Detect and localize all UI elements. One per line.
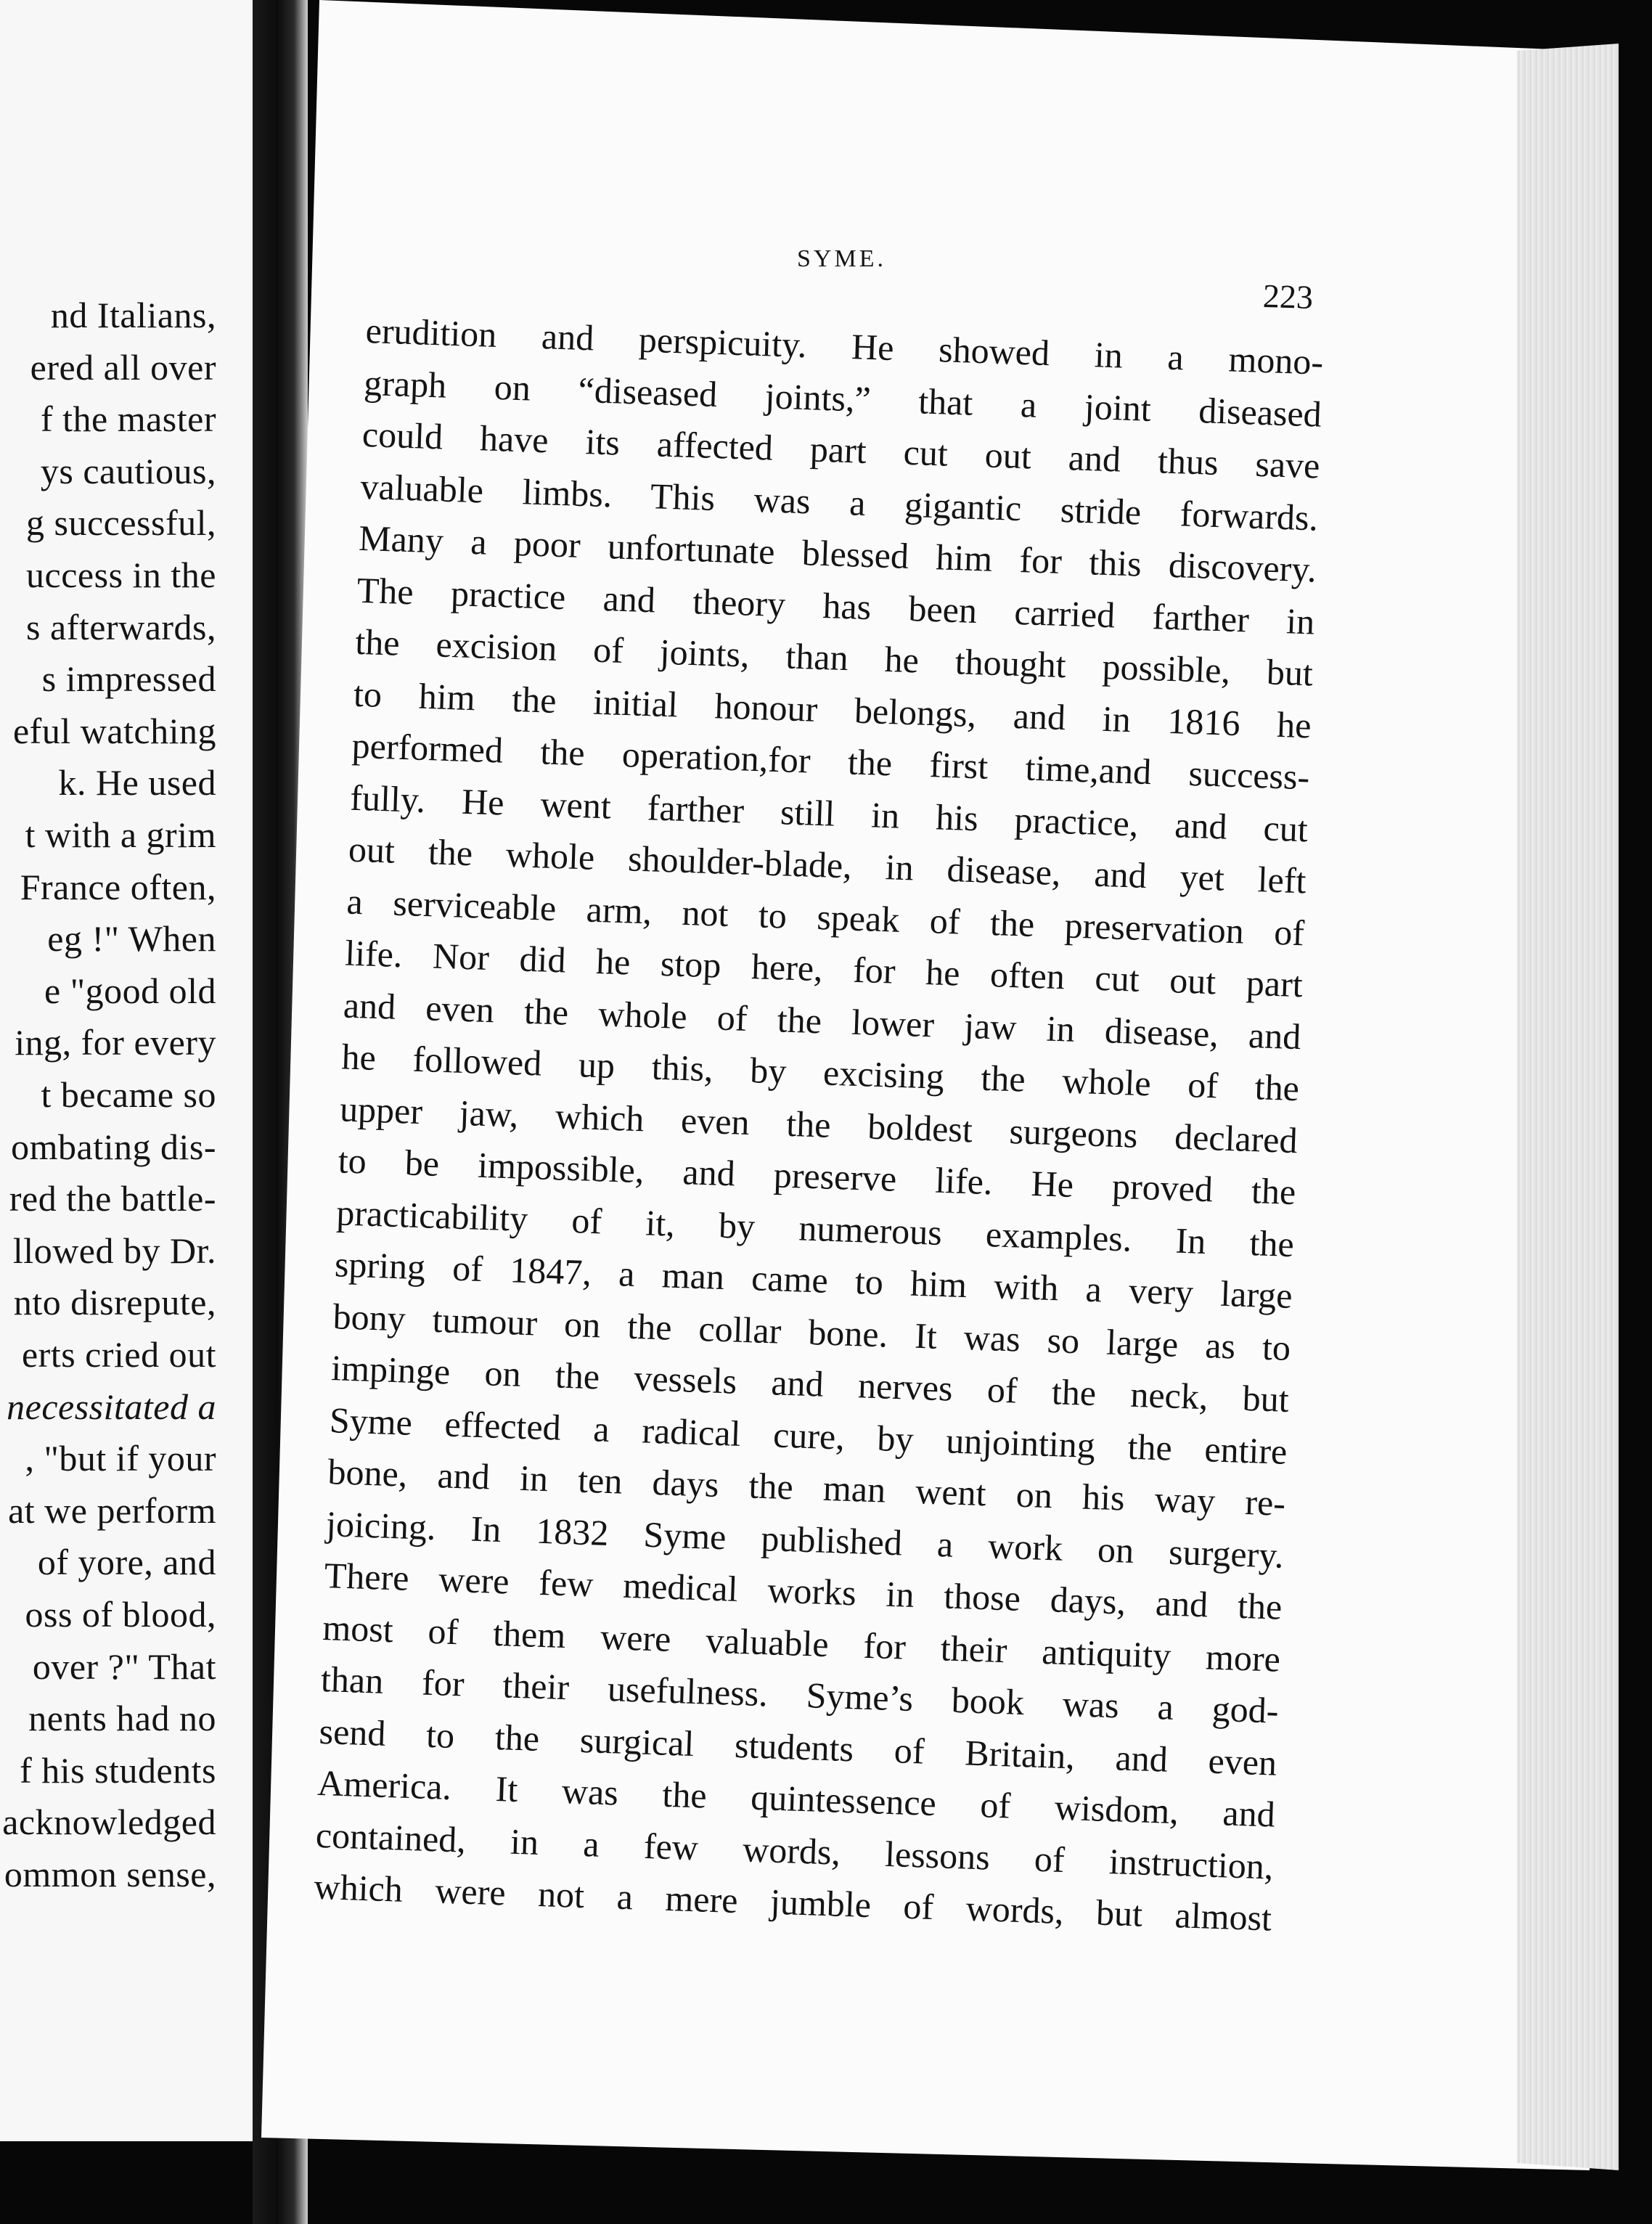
left-page-line: s afterwards, bbox=[26, 606, 216, 647]
body-line: which were not a mere jumble of words, but almost bbox=[313, 1865, 1272, 1939]
body-line: a serviceable arm, not to speak of the preservation of bbox=[345, 880, 1305, 953]
body-line: send to the surgical students of Britain, and even bbox=[318, 1710, 1278, 1783]
body-line: graph on “diseased joints,” that a joint diseased bbox=[363, 361, 1322, 435]
body-line: There were few medical works in those days, and the bbox=[324, 1555, 1283, 1627]
body-line: to be impossible, and preserve life. He proved the bbox=[337, 1140, 1297, 1213]
left-page-line: of yore, and bbox=[37, 1542, 216, 1583]
body-line: he followed up this, by excising the whole of the bbox=[340, 1036, 1300, 1109]
left-page-line: acknowledged bbox=[2, 1802, 216, 1843]
body-line: upper jaw, which even the boldest surgeons declared bbox=[339, 1087, 1299, 1161]
body-line: most of them were valuable for their antiquity more bbox=[322, 1606, 1281, 1680]
body-line: The practice and theory has been carried farther in bbox=[356, 569, 1316, 642]
left-page-line: France often, bbox=[20, 866, 216, 907]
body-line: performed the operation,for the first time,and success- bbox=[351, 724, 1311, 798]
body-line: Syme effected a radical cure, by unjointing the entire bbox=[329, 1399, 1288, 1472]
body-line: joicing. In 1832 Syme published a work on surgery. bbox=[325, 1503, 1285, 1576]
left-page-line: erts cried out bbox=[21, 1334, 216, 1375]
left-page-line: nents had no bbox=[28, 1698, 216, 1739]
body-line: to him the initial honour belongs, and in 1816 he bbox=[353, 673, 1312, 745]
left-page-line: t became so bbox=[41, 1074, 216, 1115]
body-line: bony tumour on the collar bone. It was so large as to bbox=[332, 1295, 1292, 1368]
body-line: bone, and in ten days the man went on his way re- bbox=[327, 1451, 1286, 1524]
body-line: the excision of joints, than he thought possible, but bbox=[354, 621, 1314, 694]
left-page-line: ombating dis- bbox=[11, 1126, 216, 1167]
previous-page bbox=[0, 0, 253, 2141]
left-page-line: g successful, bbox=[26, 502, 216, 544]
body-line: and even the whole of the lower jaw in disease, and bbox=[343, 984, 1302, 1057]
left-page-line: t with a grim bbox=[25, 814, 216, 855]
left-page-line: s impressed bbox=[41, 658, 216, 700]
left-page-line: ys cautious, bbox=[40, 450, 216, 491]
body-line: Many a poor unfortunate blessed him for this discovery. bbox=[358, 517, 1317, 590]
body-text bbox=[314, 305, 1325, 1945]
left-page-line: at we perform bbox=[8, 1489, 216, 1531]
left-page-line: ommon sense, bbox=[4, 1854, 216, 1894]
left-page-line: ing, for every bbox=[15, 1022, 216, 1063]
left-page-line: ered all over bbox=[30, 346, 216, 388]
body-line: spring of 1847, a man came to him with a very large bbox=[334, 1243, 1293, 1317]
page-edges bbox=[1517, 44, 1619, 2170]
body-line: could have its affected part cut out and thus save bbox=[361, 413, 1321, 486]
left-page-line: oss of blood, bbox=[25, 1594, 216, 1635]
body-line: out the whole shoulder-blade, in disease, and yet left bbox=[348, 828, 1307, 902]
left-page-line: f his students bbox=[20, 1749, 216, 1791]
body-line: than for their usefulness. Syme’s book was a god- bbox=[320, 1658, 1280, 1731]
left-page-line: eful watching bbox=[12, 710, 216, 751]
page-number: 223 bbox=[1262, 277, 1314, 316]
left-page-line: e "good old bbox=[44, 970, 216, 1011]
body-line: life. Nor did he stop here, for he often cut out part bbox=[344, 932, 1304, 1005]
left-page-line: over ?" That bbox=[32, 1645, 216, 1687]
body-line: America. It was the quintessence of wisdom, and bbox=[316, 1762, 1276, 1835]
left-page-line: f the master bbox=[40, 398, 216, 440]
running-head: SYME. bbox=[797, 245, 886, 272]
body-line: valuable limbs. This was a gigantic stride forwards. bbox=[359, 465, 1319, 539]
left-page-line: eg !" When bbox=[47, 918, 216, 960]
body-line: fully. He went farther still in his practice, and cut bbox=[349, 777, 1309, 849]
body-line: practicability of it, by numerous examples. In the bbox=[335, 1191, 1295, 1264]
left-page-line: , "but if your bbox=[25, 1438, 216, 1479]
left-page-line: k. He used bbox=[58, 762, 216, 804]
left-page-line: nd Italians, bbox=[50, 295, 216, 335]
left-page-line: red the battle- bbox=[9, 1178, 216, 1219]
body-line: erudition and perspicuity. He showed in a mono- bbox=[364, 309, 1325, 383]
body-line: contained, in a few words, lessons of instruction, bbox=[315, 1814, 1275, 1887]
left-page-line: uccess in the bbox=[26, 555, 216, 595]
left-page-line: nto disrepute, bbox=[13, 1282, 216, 1323]
body-line: impinge on the vessels and nerves of the neck, but bbox=[330, 1347, 1290, 1420]
left-page-line: necessitated a bbox=[7, 1386, 216, 1427]
left-page-line: llowed by Dr. bbox=[12, 1230, 216, 1271]
